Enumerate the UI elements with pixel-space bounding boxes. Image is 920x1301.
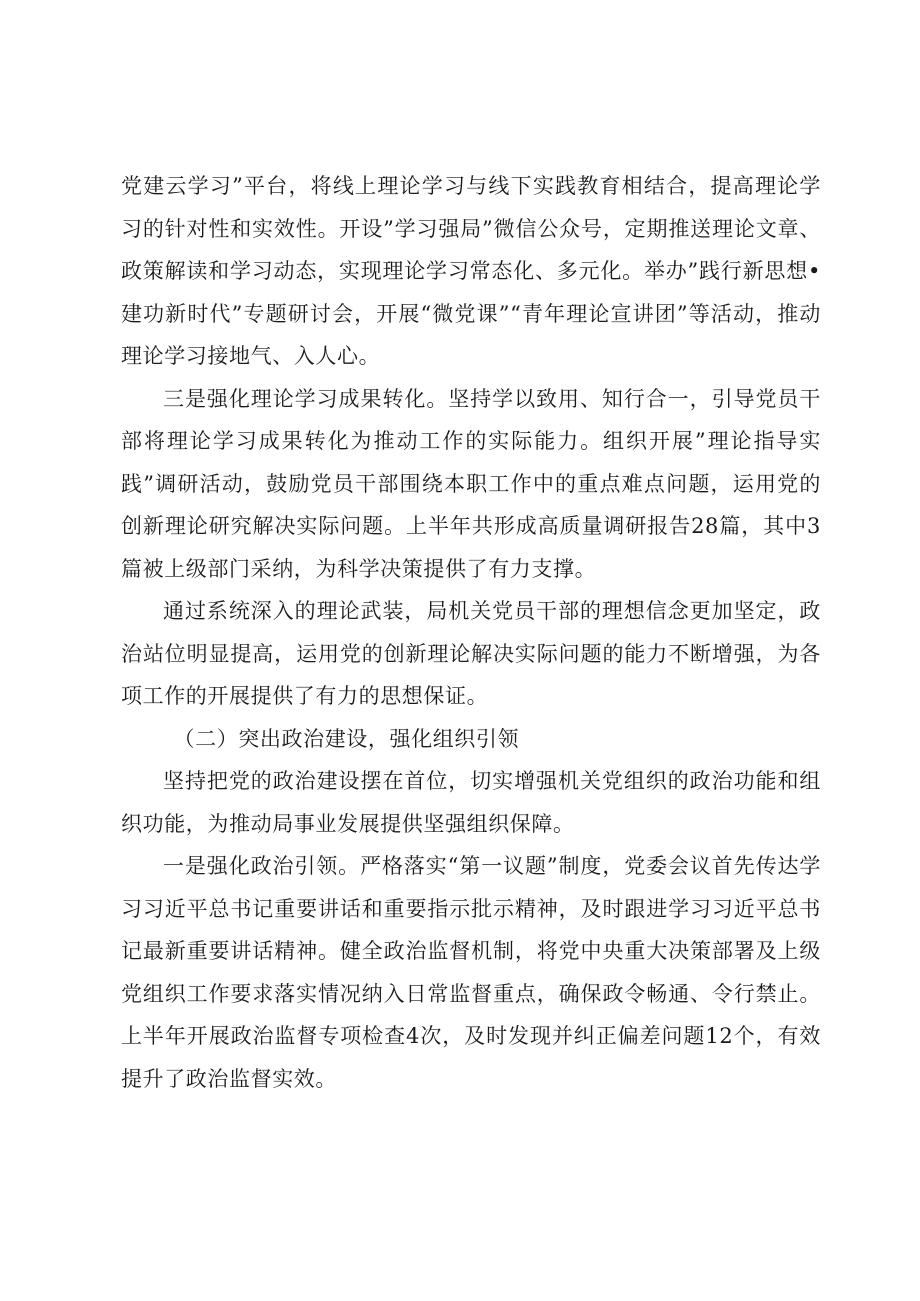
- paragraph-political-guidance: 一是强化政治引领。严格落实“第一议题”制度，党委会议首先传达学习习近平总书记重要讲话和重要指示批示精神，及时跟进学习习近平总书记最新重要讲话精神。健全政治监督机制，将党中央重大决策部署及上级党组织工作要求落实情况纳入日常监督重点，确保政令畅通、令行禁止。上半年开展政治监督专项检查4次，及时发现并纠正偏差问题12个，有效提升了政治监督实效。: [121, 854, 821, 1091]
- paragraph-theory-results: 三是强化理论学习成果转化。坚持学以致用、知行合一，引导党员干部将理论学习成果转化为推动工作的实际能力。组织开展”理论指导实践”调研活动，鼓励党员干部围绕本职工作中的重点难点问题，运用党的创新理论研究解决实际问题。上半年共形成高质量调研报告28篇，其中3篇被上级部门采纳，为科学决策提供了有力支撑。: [121, 386, 821, 581]
- section-heading: （二）突出政治建设，强化组织引领: [173, 726, 520, 751]
- paragraph-continued: 党建云学习”平台，将线上理论学习与线下实践教育相结合，提高理论学习的针对性和实效性。开设”学习强局”微信公众号，定期推送理论文章、政策解读和学习动态，实现理论学习常态化、多元化。举办”践行新思想•建功新时代”专题研讨会，开展“微党课”“青年理论宣讲团”等活动，推动理论学习接地气、入人心。: [121, 174, 821, 368]
- paragraph-political-intro: 坚持把党的政治建设摆在首位，切实增强机关党组织的政治功能和组织功能，为推动局事业发展提供坚强组织保障。: [121, 769, 821, 836]
- paragraph-theory-summary: 通过系统深入的理论武装，局机关党员干部的理想信念更加坚定，政治站位明显提高，运用党的创新理论解决实际问题的能力不断增强，为各项工作的开展提供了有力的思想保证。: [121, 599, 821, 708]
- document-body: [121, 165, 821, 1100]
